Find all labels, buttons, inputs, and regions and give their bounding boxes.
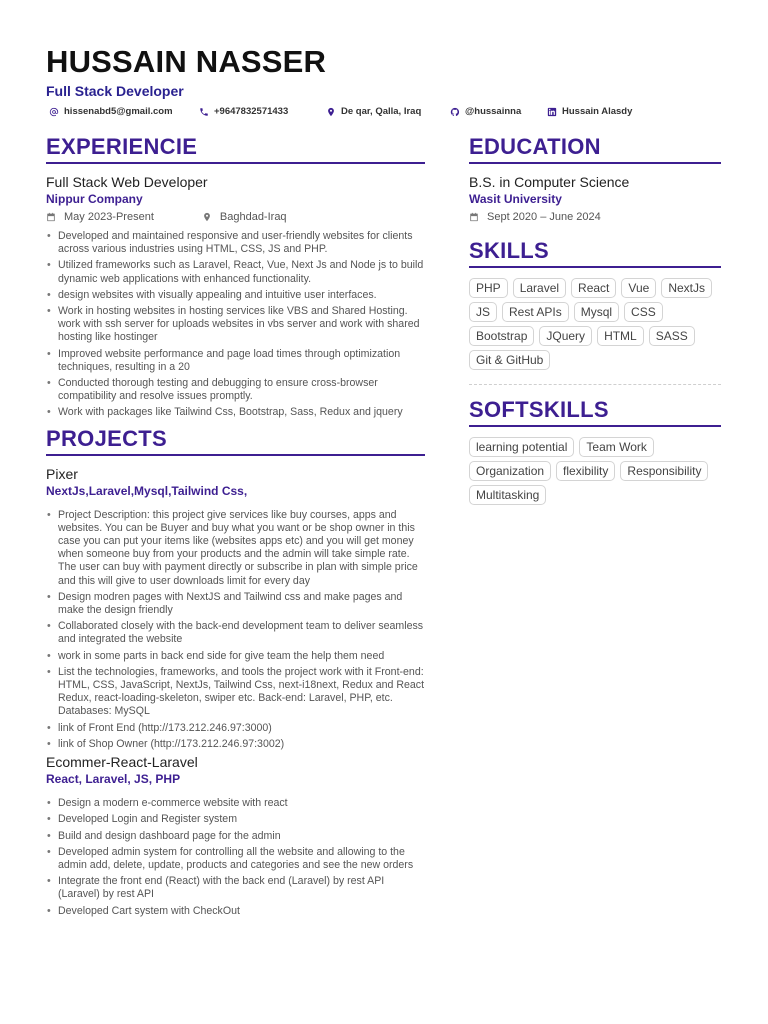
contact-linkedin-text: Hussain Alasdy: [562, 106, 633, 117]
candidate-name: HUSSAIN NASSER: [46, 44, 327, 79]
skill-tag: Laravel: [513, 278, 566, 298]
section-divider: [469, 384, 721, 385]
school-name: Wasit University: [469, 192, 562, 206]
list-item: • Developed admin system for controlling all the website and allowing to the admin add, delete, update, products and categories and see the new orders: [46, 846, 425, 872]
project-stack: React, Laravel, JS, PHP: [46, 772, 181, 787]
contact-phone[interactable]: [198, 106, 288, 117]
job-location-text: Baghdad-Iraq: [219, 211, 287, 223]
contact-github[interactable]: [449, 106, 521, 117]
github-icon: [449, 106, 460, 117]
project-bullets: [46, 797, 425, 918]
candidate-role: Full Stack Developer: [46, 83, 184, 99]
list-item: • Work with packages like Tailwind Css, Bootstrap, Sass, Redux and jquery: [46, 406, 425, 419]
skill-tag: NextJs: [661, 278, 712, 298]
skill-tag: Bootstrap: [469, 326, 534, 346]
list-item[interactable]: • link of Shop Owner (http://173.212.246.97:3002): [46, 738, 425, 751]
list-item[interactable]: • link of Front End (http://173.212.246.97:3000): [46, 722, 425, 735]
list-item: • Integrate the front end (React) with the back end (Laravel) by rest API (Laravel) by rest API: [46, 875, 425, 901]
education-date-text: Sept 2020 – June 2024: [487, 211, 601, 223]
skill-tag: JQuery: [539, 326, 592, 346]
softskill-tag: flexibility: [556, 461, 615, 481]
projects-heading: PROJECTS: [46, 426, 425, 456]
education-meta: [469, 210, 721, 224]
contact-email[interactable]: [48, 106, 173, 117]
softskill-tag: Organization: [469, 461, 551, 481]
skill-tag: Vue: [621, 278, 656, 298]
education-entry: [469, 174, 721, 224]
skill-tag: PHP: [469, 278, 508, 298]
skills-tags: [469, 278, 721, 370]
list-item: • Design modren pages with NextJS and Tailwind css and make pages and make the design friendly: [46, 591, 425, 617]
skills-heading: SKILLS: [469, 238, 721, 268]
project-entry-pixer: [46, 466, 425, 751]
project-bullets: [46, 509, 425, 751]
skill-tag: CSS: [624, 302, 663, 322]
job-title: Full Stack Web Developer: [46, 174, 208, 190]
contact-linkedin[interactable]: [546, 106, 632, 117]
linkedin-icon: [546, 106, 557, 117]
job-meta: [46, 210, 425, 224]
degree: B.S. in Computer Science: [469, 174, 630, 190]
skill-tag: Git & GitHub: [469, 350, 550, 370]
right-column: [469, 134, 721, 505]
experience-entry: [46, 174, 425, 420]
list-item: • List the technologies, frameworks, and tools the project work with it Front-end: HTML, CSS, JavaScript, NextJs, Tailwind Css, next-i18next, Redux and React Redux, react-loading-skeleton, swiper etc. Back-end: Laravel, PHP, etc. Databases: MySQL: [46, 666, 425, 719]
project-stack: NextJs,Laravel,Mysql,Tailwind Css,: [46, 483, 248, 498]
list-item: • work in some parts in back end side for give team the help them need: [46, 650, 425, 663]
calendar-icon: [46, 212, 57, 223]
list-item: • design websites with visually appealing and intuitive user interfaces.: [46, 289, 425, 302]
list-item: • Improved website performance and page load times through optimization techniques, resulting in a 20: [46, 348, 425, 374]
project-title: Pixer: [46, 465, 78, 482]
softskill-tag: Responsibility: [620, 461, 708, 481]
project-entry-ecommerce: [46, 754, 425, 918]
contact-bar: [46, 106, 726, 120]
list-item: • Design a modern e-commerce website with react: [46, 797, 425, 810]
list-item: • Developed Login and Register system: [46, 813, 425, 826]
location-pin-icon: [202, 212, 213, 223]
skill-tag: Rest APIs: [502, 302, 569, 322]
company-name: Nippur Company: [46, 192, 143, 206]
job-location: [202, 210, 287, 224]
project-title: Ecommer-React-Laravel: [46, 754, 198, 771]
phone-icon: [198, 106, 209, 117]
list-item: • Work in hosting websites in hosting services like VBS and Shared Hosting. work with ssh server for uploads websites in vbs server and work with shared hosting like hostinger: [46, 305, 425, 345]
list-item: • Build and design dashboard page for the admin: [46, 830, 425, 843]
education-date: [469, 210, 601, 224]
softskills-tags: [469, 437, 721, 505]
contact-github-text: @hussainna: [465, 106, 522, 117]
experience-heading: EXPERIENCIE: [46, 134, 425, 164]
list-item: • Conducted thorough testing and debugging to ensure cross-browser compatibility and resolve issues promptly.: [46, 377, 425, 403]
education-heading: EDUCATION: [469, 134, 721, 164]
softskill-tag: Multitasking: [469, 485, 546, 505]
contact-location: [325, 106, 421, 117]
at-icon: [48, 106, 59, 117]
list-item: • Developed Cart system with CheckOut: [46, 905, 425, 918]
skill-tag: SASS: [649, 326, 695, 346]
softskill-tag: learning potential: [469, 437, 574, 457]
left-column: [46, 134, 425, 921]
contact-phone-text: +9647832571433: [214, 106, 289, 117]
contact-location-text: De qar, Qalla, Iraq: [341, 106, 422, 117]
calendar-icon: [469, 212, 480, 223]
skill-tag: JS: [469, 302, 497, 322]
skill-tag: Mysql: [574, 302, 619, 322]
job-date-text: May 2023-Present: [64, 211, 154, 223]
list-item: • Collaborated closely with the back-end development team to deliver seamless and integrated the website: [46, 620, 425, 646]
job-date: [46, 210, 154, 224]
list-item: • Project Description: this project give services like buy courses, apps and websites. You can be Buyer and buy what you want or be shop owner in this case you can put your items like (websites apps etc) and you will get money when someone buy from your products and the admin will take simple rate. The user can buy with payment directly or subscribe in plan with simple price and this will give to user downloads limit for every day: [46, 509, 425, 588]
softskills-heading: SOFTSKILLS: [469, 397, 721, 427]
skill-tag: HTML: [597, 326, 644, 346]
softskill-tag: Team Work: [579, 437, 653, 457]
skill-tag: React: [571, 278, 616, 298]
location-pin-icon: [325, 106, 336, 117]
job-bullets: [46, 230, 425, 420]
list-item: • Utilized frameworks such as Laravel, React, Vue, Next Js and Node js to build dynamic web applications with enhanced functionality.: [46, 259, 425, 285]
list-item: • Developed and maintained responsive and user-friendly websites for clients across various industries using HTML, CSS, JS and PHP.: [46, 230, 425, 256]
contact-email-text: hissenabd5@gmail.com: [64, 106, 173, 117]
